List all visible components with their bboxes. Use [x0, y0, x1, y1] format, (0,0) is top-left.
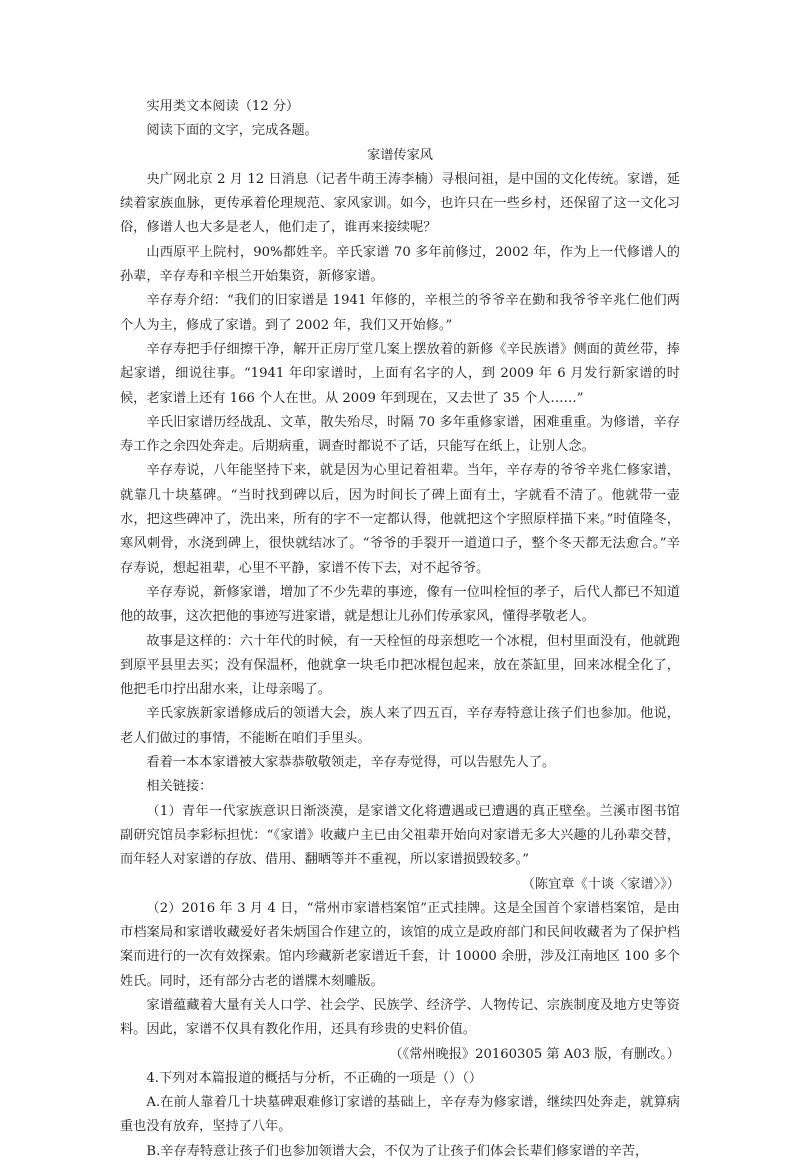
related-link-1: （1）青年一代家族意识日渐淡漠，是家谱文化将遭遇或已遭遇的真正壁垒。兰溪市图书馆副研究馆员李彩标担忧：“《家谱》收藏户主已由父祖辈开始向对家谱无多大兴趣的儿孙辈交替，而年轻人对家谱的存放、借用、翻晒等并不重视，所以家谱损毁较多。” [120, 803, 680, 868]
paragraph: 故事是这样的：六十年代的时候，有一天栓恒的母亲想吃一个冰棍，但村里面没有，他就跑到原平县里去买；没有保温杯，他就拿一块毛巾把冰棍包起来，放在茶缸里，回来冰棍全化了，他把毛巾拧出甜水来，让母亲喝了。 [120, 633, 680, 698]
link-1-source: （陈宜章《十谈〈家谱〉》） [521, 876, 680, 892]
paragraph: 辛存寿说，新修家谱，增加了不少先辈的事迹，像有一位叫栓恒的孝子，后代人都已不知道他的故事，这次把他的事迹写进家谱，就是想让儿孙们传承家风，懂得孝敬老人。 [120, 584, 680, 625]
section-header: 实用类文本阅读（12 分） [146, 99, 300, 114]
paragraph: 央广网北京 2 月 12 日消息（记者牛萌王涛李楠）寻根问祖，是中国的文化传统。家谱，延续着家族血脉，更传承着伦理规范、家风家训。如今，也许只在一些乡村，还保留了这一文化习俗，修谱人也大多是老人，他们走了，谁再来接续呢？ [120, 171, 680, 236]
related-link-2-continued: 家谱蕴藏着大量有关人口学、社会学、民族学、经济学、人物传记、宗族制度及地方史等资料。因此，家谱不仅具有教化作用，还具有珍贵的史料价值。 [120, 997, 680, 1038]
paragraph: 山西原平上院村，90%都姓辛。辛氏家谱 70 多年前修过，2002 年，作为上一代修谱人的孙辈，辛存寿和辛根兰开始集资，新修家谱。 [120, 244, 680, 285]
article-title: 家谱传家风 [367, 147, 433, 163]
paragraph: 辛存寿介绍：“我们的旧家谱是 1941 年修的，辛根兰的爷爷辛在勤和我爷爷辛兆仁他们两个人为主，修成了家谱。到了 2002 年，我们又开始修。” [120, 293, 680, 333]
link-2-source: （《常州晚报》20160305 第 A03 版，有删改。） [389, 1046, 680, 1062]
paragraph: 看着一本本家谱被大家恭恭敬敬领走，辛存寿觉得，可以告慰先人了。 [146, 755, 556, 771]
instruction: 阅读下面的文字，完成各题。 [146, 123, 318, 139]
option-a: A.在前人靠着几十块墓碑艰难修订家谱的基础上，辛存寿为修家谱，继续四处奔走，就算病重也没有放弃，坚持了八年。 [120, 1095, 680, 1135]
paragraph: 辛存寿把手仔细擦干净，解开正房厅堂几案上摆放着的新修《辛民族谱》侧面的黄丝带，捧起家谱，细说往事。“1941 年印家谱时，上面有名字的人，到 2009 年 6 月发行新家谱的时候，老家谱上还有 166 个人在世。从 2009 年到现在，又去世了 35 个人……” [120, 341, 680, 406]
paragraph: 辛存寿说，八年能坚持下来，就是因为心里记着祖辈。当年，辛存寿的爷爷辛兆仁修家谱，就靠几十块墓碑。“当时找到碑以后，因为时间长了碑上面有土，字就看不清了。他就带一壶水，把这些碑冲了，洗出来，所有的字不一定都认得，他就把这个字照原样描下来。”时值隆冬，寒风刺骨，水浇到碑上，很快就结冰了。“爷爷的手裂开一道道口子，整个冬天都无法愈合。”辛存寿说，想起祖辈，心里不平静，家谱不传下去，对不起爷爷。 [120, 463, 680, 576]
option-b: B.辛存寿特意让孩子们也参加领谱大会，不仅为了让孩子们体会长辈们修家谱的辛苦， [146, 1143, 649, 1159]
related-link-2: （2）2016 年 3 月 4 日，“常州市家谱档案馆”正式挂牌。这是全国首个家谱档案馆，是由市档案局和家谱收藏爱好者朱炳国合作建立的，该馆的成立是政府部门和民间收藏者为了保护档案而进行的一次有效探索。馆内珍藏新老家谱近千套，计 10000 余册，涉及江南地区 100 多个姓氏。同时，还有部分古老的谱牒木刻雕版。 [120, 900, 680, 989]
question-4: 4.下列对本篇报道的概括与分析，不正确的一项是（）（） [146, 1070, 483, 1086]
paragraph: 辛氏家族新家谱修成后的领谱大会，族人来了四五百，辛存寿特意让孩子们也参加。他说，老人们做过的事情，不能断在咱们手里头。 [120, 706, 680, 746]
document-page [120, 95, 680, 1164]
links-heading: 相关链接： [146, 779, 213, 795]
paragraph: 辛氏旧家谱历经战乱、文革，散失殆尽，时隔 70 多年重修家谱，困难重重。为修谱，辛存寿工作之余四处奔走。后期病重，调查时都说不了话，只能写在纸上，让别人念。 [120, 414, 680, 455]
